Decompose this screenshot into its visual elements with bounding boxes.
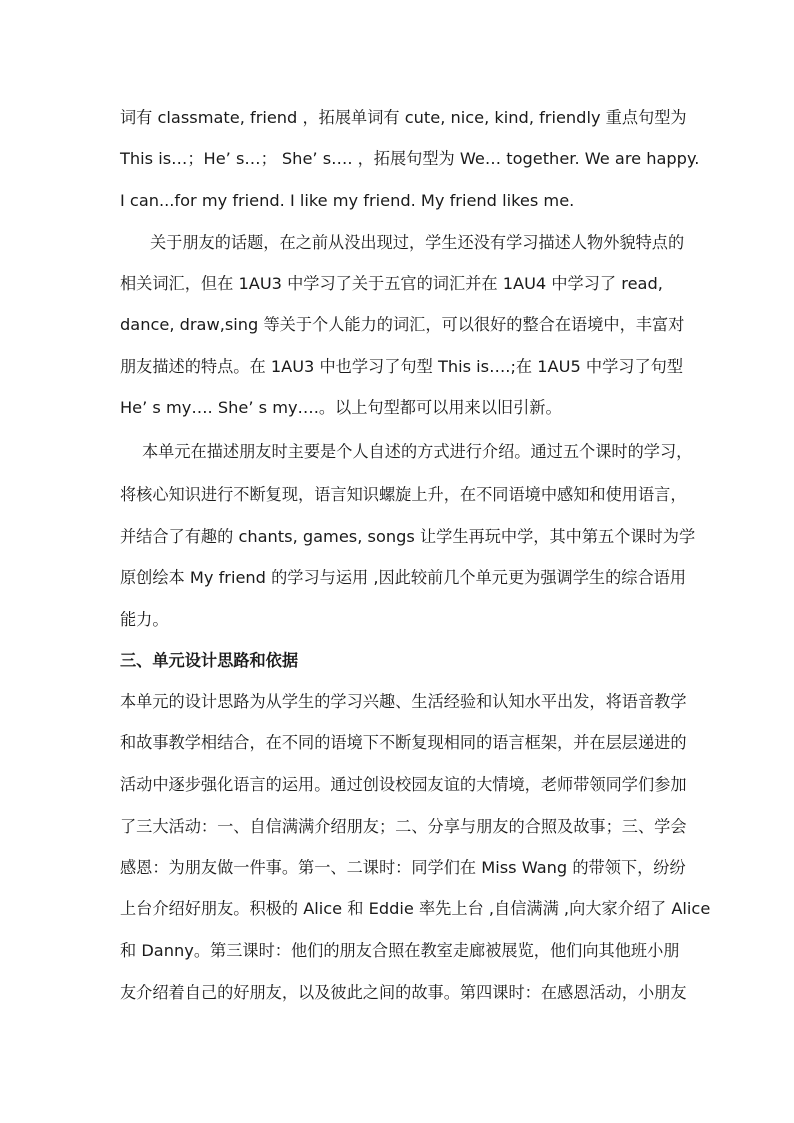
paragraph-2-line-2: 相关词汇，但在 1AU3 中学习了关于五官的词汇并在 1AU4 中学习了 read,: [120, 274, 663, 293]
paragraph-4-line-3: 活动中逐步强化语言的运用。通过创设校园友谊的大情境，老师带领同学们参加: [120, 775, 687, 794]
paragraph-1-line-1: 词有 classmate, friend ，拓展单词有 cute, nice, kind, friendly 重点句型为: [120, 108, 687, 127]
paragraph-2-line-4: 朋友描述的特点。在 1AU3 中也学习了句型 This is….;在 1AU5 中学习了句型: [120, 357, 684, 376]
paragraph-4-line-2: 和故事教学相结合，在不同的语境下不断复现相同的语言框架，并在层层递进的: [120, 733, 687, 752]
paragraph-3-line-1: 本单元在描述朋友时主要是个人自述的方式进行介绍。通过五个课时的学习，: [142, 442, 693, 461]
paragraph-4-line-4: 了三大活动：一、自信满满介绍朋友；二、分享与朋友的合照及故事；三、学会: [120, 817, 687, 836]
paragraph-4-line-8: 友介绍着自己的好朋友，以及彼此之间的故事。第四课时：在感恩活动，小朋友: [120, 983, 687, 1002]
paragraph-4-line-5: 感恩：为朋友做一件事。第一、二课时：同学们在 Miss Wang 的带领下，纷纷: [120, 858, 686, 877]
paragraph-4-line-6: 上台介绍好朋友。积极的 Alice 和 Eddie 率先上台 ,自信满满 ,向大家介绍了 Alice: [120, 899, 711, 918]
paragraph-1-line-2: This is…；He’ s…； She’ s…. ，拓展句型为 We… together. We are happy.: [120, 149, 700, 168]
paragraph-4-line-7: 和 Danny。第三课时：他们的朋友合照在教室走廊被展览，他们向其他班小朋: [120, 941, 680, 960]
paragraph-2-line-1: 关于朋友的话题，在之前从没出现过，学生还没有学习描述人物外貌特点的: [150, 233, 685, 252]
paragraph-3-line-5: 能力。: [120, 610, 169, 629]
paragraph-3-line-2: 将核心知识进行不断复现，语言知识螺旋上升，在不同语境中感知和使用语言，: [120, 485, 687, 504]
paragraph-2-line-3: dance, draw,sing 等关于个人能力的词汇，可以很好的整合在语境中，丰富对: [120, 315, 685, 334]
paragraph-3-line-4: 原创绘本 My friend 的学习与运用 ,因此较前几个单元更为强调学生的综合语用: [120, 568, 687, 587]
paragraph-4-line-1: 本单元的设计思路为从学生的学习兴趣、生活经验和认知水平出发，将语音教学: [120, 692, 687, 711]
section-heading: 三、单元设计思路和依据: [120, 651, 299, 670]
paragraph-2-line-5: He’ s my…. She’ s my….。以上句型都可以用来以旧引新。: [120, 398, 562, 417]
paragraph-1-line-3: I can...for my friend. I like my friend. My friend likes me.: [120, 191, 575, 210]
paragraph-3-line-3: 并结合了有趣的 chants, games, songs 让学生再玩中学，其中第五个课时为学: [120, 527, 696, 546]
